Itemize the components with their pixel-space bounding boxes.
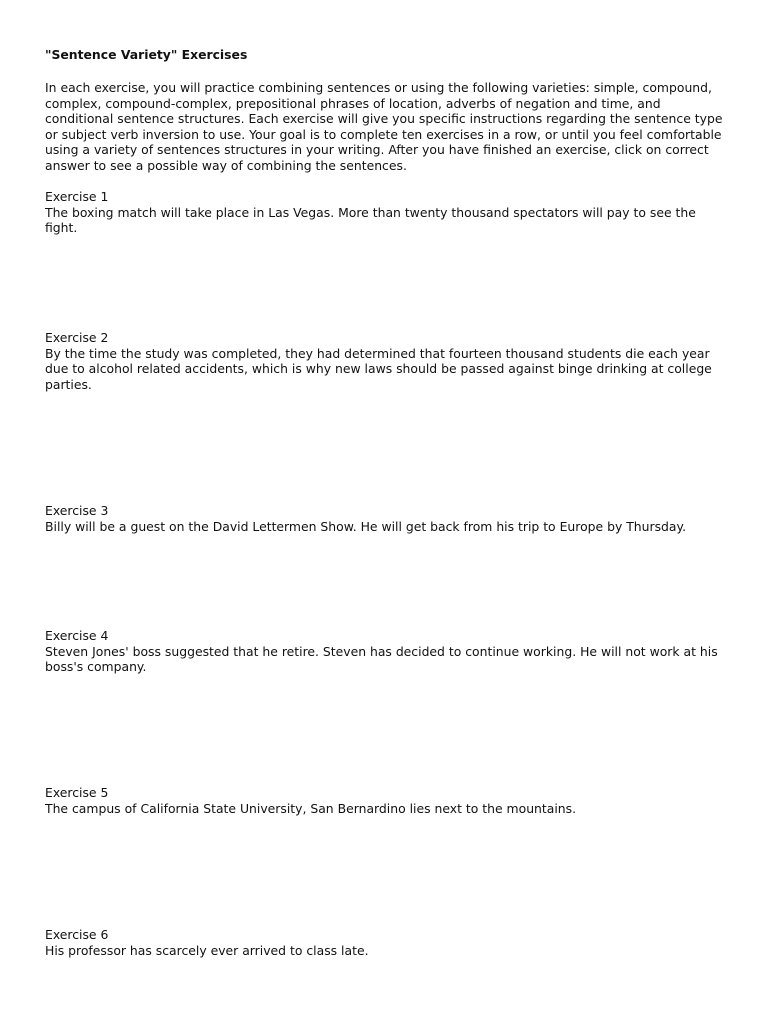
- exercise-block: [45, 503, 725, 534]
- exercise-block: [45, 785, 725, 816]
- exercise-text: Billy will be a guest on the David Lettermen Show. He will get back from his trip to Europe by Thursday.: [45, 518, 687, 534]
- exercise-label: Exercise 3: [45, 503, 109, 518]
- exercise-block: [45, 189, 725, 236]
- exercise-label: Exercise 5: [45, 785, 109, 800]
- exercise-block: [45, 927, 725, 958]
- exercise-text: His professor has scarcely ever arrived to class late.: [45, 942, 369, 958]
- exercise-label: Exercise 2: [45, 330, 109, 345]
- exercise-label: Exercise 1: [45, 189, 109, 204]
- exercise-text: Steven Jones' boss suggested that he retire. Steven has decided to continue working. He will not work at his boss's company.: [45, 643, 718, 674]
- exercise-text: By the time the study was completed, they had determined that fourteen thousand students die each year due to alcohol related accidents, which is why new laws should be passed against binge drinking at college parties.: [45, 345, 712, 392]
- exercise-block: [45, 628, 725, 675]
- exercise-block: [45, 330, 725, 392]
- page-title: "Sentence Variety" Exercises: [45, 47, 248, 62]
- exercise-label: Exercise 6: [45, 927, 109, 942]
- exercise-label: Exercise 4: [45, 628, 109, 643]
- exercise-text: The campus of California State University, San Bernardino lies next to the mountains.: [45, 800, 577, 816]
- exercise-text: The boxing match will take place in Las Vegas. More than twenty thousand spectators will pay to see the fight.: [45, 204, 696, 235]
- intro-paragraph: In each exercise, you will practice combining sentences or using the following varieties: simple, compound, complex, compound-complex, prepositional phrases of location, adverbs of negation and time, and conditional sentence structures. Each exercise will give you specific instructions regarding the sentence type or subject verb inversion to use. Your goal is to complete ten exercises in a row, or until you feel comfortable using a variety of sentences structures in your writing. After you have finished an exercise, click on correct answer to see a possible way of combining the sentences.: [45, 80, 723, 173]
